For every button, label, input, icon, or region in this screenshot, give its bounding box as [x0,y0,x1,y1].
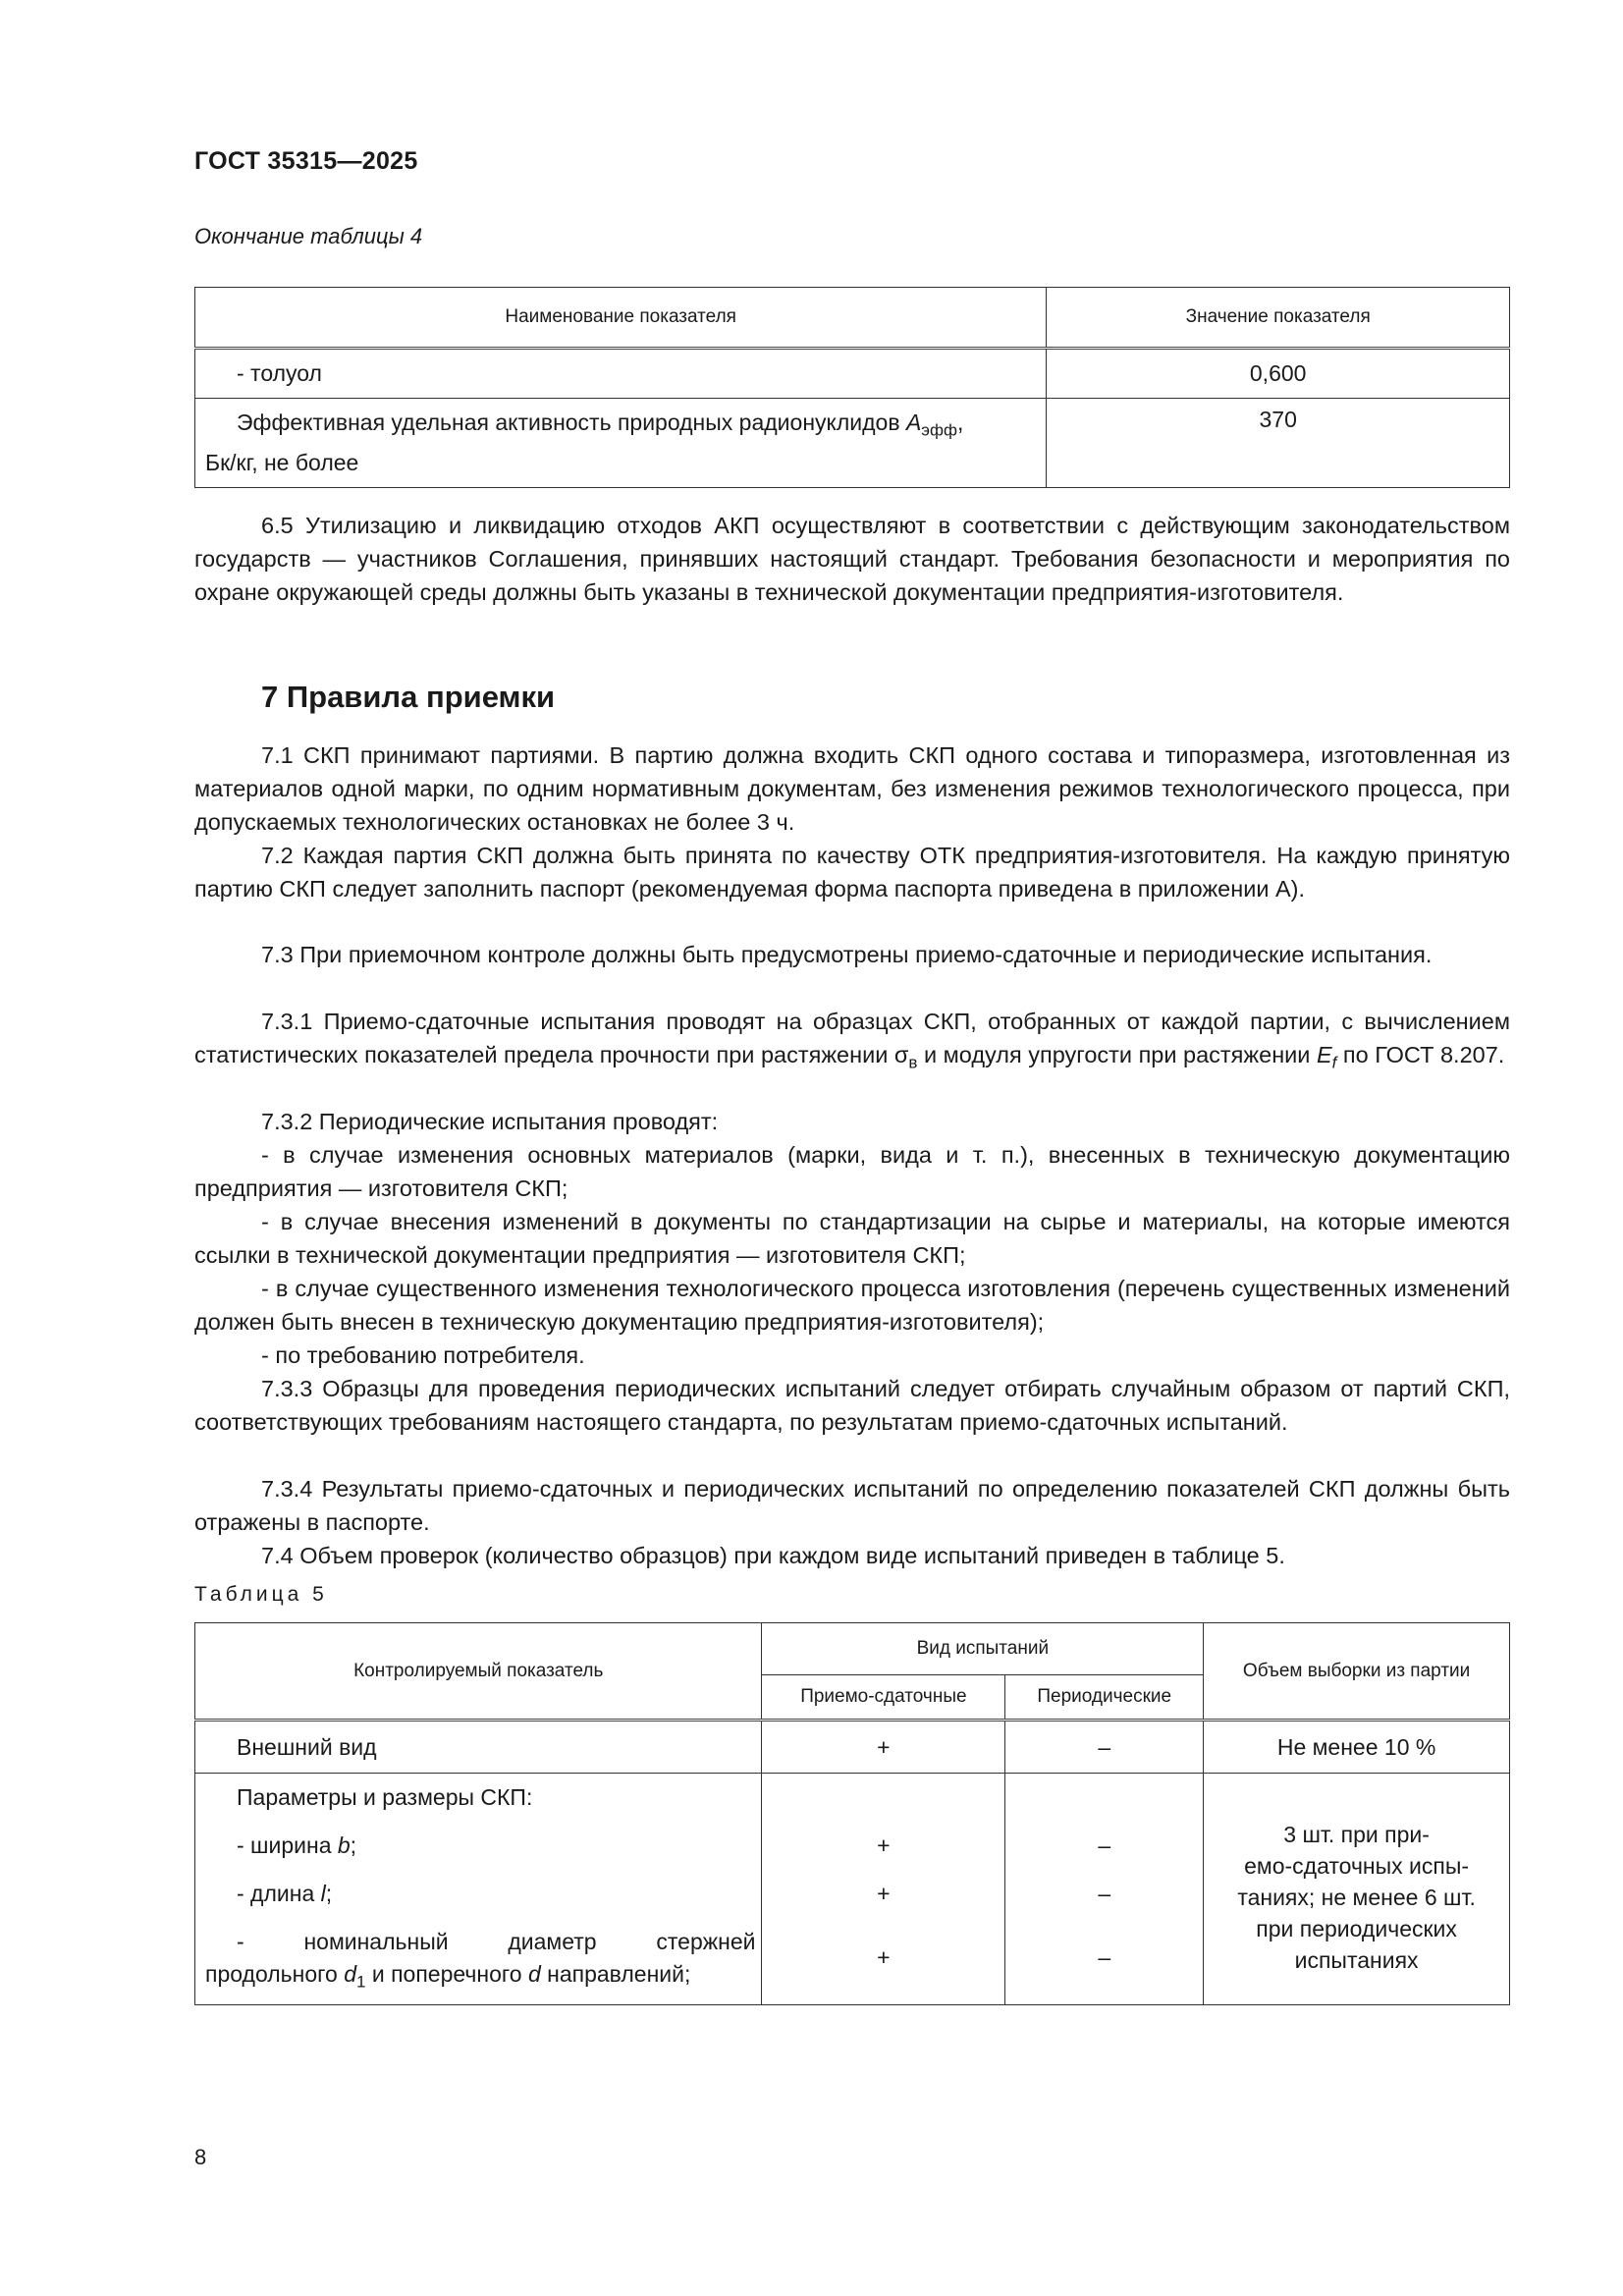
table-row [195,1721,1510,1774]
table4-header-name: Наименование показателя [195,288,1047,349]
table5-header-test-type: Вид испытаний [762,1623,1204,1675]
table5-params-periodic: – – – [1005,1774,1204,2005]
list-item: - в случае изменения основных материалов (марки, вида и т. п.), внесенных в техническую документацию предприятия — изготовителя СКП; [194,1142,1510,1201]
paragraph-7-3-4: 7.3.4 Результаты приемо-сдаточных и периодических испытаний по определению показателей СКП должны быть отражены в паспорте. [194,1476,1510,1535]
table4-row-name: Эффективная удельная активность природных радионуклидов $A_{эфф}$, Бк/кг, не более [195,399,1047,488]
page-number: 8 [194,2145,207,2169]
table-5 [194,1622,1510,2005]
table5-caption: Таблица 5 [194,1583,328,1606]
table5-row-name: Внешний вид [195,1721,762,1774]
paragraph-6-5: 6.5 Утилизацию и ликвидацию отходов АКП осуществляют в соответствии с действующим законодательством государств — участников Соглашения, принявших настоящий стандарт. Требования безопасности и мероприятия по охране окружающей среды должны быть указаны в технической документации предприятия-изготовителя. [194,513,1510,605]
paragraph-7-4: 7.4 Объем проверок (количество образцов) при каждом виде испытаний приведен в таблице 5. [261,1543,1285,1568]
table5-params-acceptance: + + + [762,1774,1005,2005]
paragraph-7-1: 7.1 СКП принимают партиями. В партию должна входить СКП одного состава и типоразмера, изготовленная из материалов одной марки, по одним нормативным документам, без изменения режимов технологического процесса, при допускаемых технологических остановках не более 3 ч. [194,742,1510,835]
list-item: - в случае внесения изменений в документы по стандартизации на сырье и материалы, на которые имеются ссылки в технической документации предприятия — изготовителя СКП; [194,1209,1510,1268]
paragraph-7-3: 7.3 При приемочном контроле должны быть предусмотрены приемо-сдаточные и периодические испытания. [261,942,1433,967]
table5-header-acceptance: Приемо-сдаточные [762,1675,1005,1721]
paragraph-7-2: 7.2 Каждая партия СКП должна быть принята по качеству ОТК предприятия-изготовителя. На каждую принятую партию СКП следует заполнить паспорт (рекомендуемая форма паспорта приведена в приложении А). [194,843,1510,902]
table5-header-sample: Объем выборки из партии [1204,1623,1510,1721]
section-7-heading: 7 Правила приемки [261,680,556,714]
table-row [195,349,1510,399]
table5-params-cell: Параметры и размеры СКП: - ширина b; - длина l; - номинальный диаметр стержней продольного $d_1$ и поперечного d направлений; [195,1774,762,2005]
table4-row-name: - толуол [195,349,1047,399]
table5-row-sample: Не менее 10 % [1204,1721,1510,1774]
table4-row-value: 0,600 [1047,349,1510,399]
table5-row-periodic: – [1005,1721,1204,1774]
table-row [195,1774,1510,2005]
table5-header-periodic: Периодические [1005,1675,1204,1721]
table5-row-acceptance: + [762,1721,1005,1774]
table-4 [194,287,1510,488]
table5-params-sample: 3 шт. при при- емо-сдаточных испы- таниях; не менее 6 шт. при периодических испытаниях [1204,1774,1510,2005]
document-code: ГОСТ 35315—2025 [194,147,418,175]
table4-continuation-caption: Окончание таблицы 4 [194,224,423,248]
paragraph-7-3-2: 7.3.2 Периодические испытания проводят: [261,1109,719,1134]
table5-header-indicator: Контролируемый показатель [195,1623,762,1721]
paragraph-7-3-1: 7.3.1 Приемо-сдаточные испытания проводят на образцах СКП, отобранных от каждой партии, с вычислением статистических показателей предела прочности при растяжении $\sigma_в$ и модуля упругости при растяжении $E_f$ по ГОСТ 8.207. [194,1009,1510,1072]
table4-row-value: 370 [1047,399,1510,488]
table-row [195,399,1510,488]
list-item: - в случае существенного изменения технологического процесса изготовления (перечень существенных изменений должен быть внесен в техническую документацию предприятия-изготовителя); [194,1276,1510,1335]
list-item: - по требованию потребителя. [261,1342,585,1368]
table4-header-value: Значение показателя [1047,288,1510,349]
paragraph-7-3-3: 7.3.3 Образцы для проведения периодических испытаний следует отбирать случайным образом от партий СКП, соответствующих требованиям настоящего стандарта, по результатам приемо-сдаточных испытаний. [194,1376,1510,1435]
